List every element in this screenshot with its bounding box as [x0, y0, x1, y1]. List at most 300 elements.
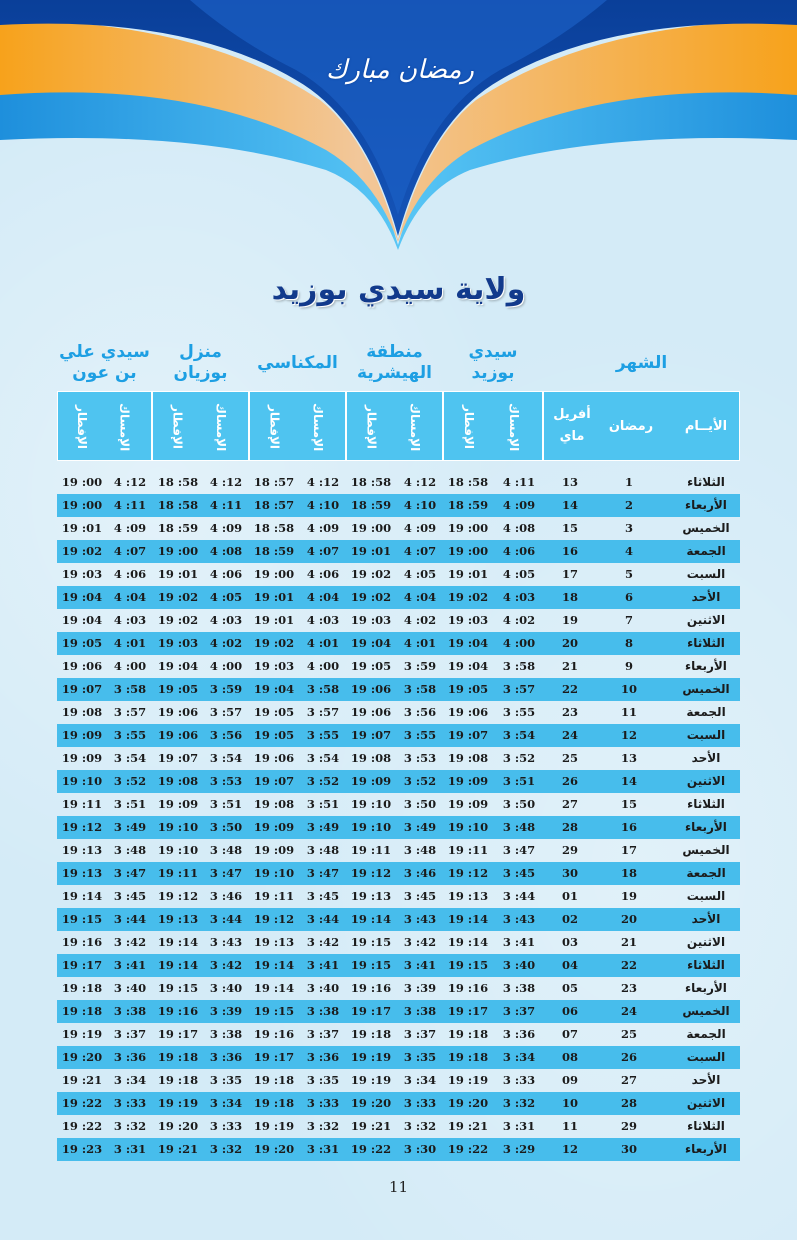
ramadan-day-cell: 11	[620, 705, 637, 719]
day-name-cell: الثلاثاء	[687, 797, 725, 811]
imsak-time-cell: 3 :42	[306, 935, 340, 949]
ramadan-day-cell: 15	[620, 797, 637, 811]
gregorian-day-cell: 24	[561, 728, 578, 742]
iftar-time-cell: 19 :17	[350, 1004, 392, 1018]
iftar-time-cell: 18 :57	[253, 475, 295, 489]
iftar-time-cell: 19 :15	[350, 935, 392, 949]
gregorian-day-cell: 28	[561, 820, 578, 834]
iftar-time-cell: 19 :18	[61, 1004, 103, 1018]
imsak-time-cell: 4 :06	[502, 544, 536, 558]
imsak-time-cell: 3 :49	[113, 820, 147, 834]
days-label: الأيــام	[684, 419, 728, 434]
iftar-time-cell: 18 :59	[447, 498, 489, 512]
imsak-time-cell: 3 :55	[403, 728, 437, 742]
imsak-time-cell: 3 :33	[502, 1073, 536, 1087]
iftar-time-cell: 19 :00	[61, 498, 103, 512]
iftar-time-cell: 19 :18	[157, 1073, 199, 1087]
iftar-time-cell: 19 :19	[253, 1119, 295, 1133]
iftar-time-cell: 19 :18	[61, 981, 103, 995]
iftar-time-cell: 19 :03	[61, 567, 103, 581]
iftar-time-cell: 19 :02	[157, 590, 199, 604]
imsak-time-cell: 3 :47	[306, 866, 340, 880]
imsak-time-cell: 3 :46	[209, 889, 243, 903]
iftar-time-cell: 19 :07	[350, 728, 392, 742]
imsak-time-cell: 4 :11	[209, 498, 243, 512]
imsak-time-cell: 4 :03	[502, 590, 536, 604]
ramadan-day-cell: 23	[620, 981, 637, 995]
ramadan-day-cell: 12	[620, 728, 637, 742]
iftar-time-cell: 19 :05	[157, 682, 199, 696]
imsak-time-cell: 3 :41	[403, 958, 437, 972]
imsak-time-cell: 3 :42	[403, 935, 437, 949]
day-name-cell: الجمعة	[686, 866, 726, 880]
imsak-label: الإمساك	[310, 402, 325, 452]
iftar-time-cell: 19 :10	[350, 820, 392, 834]
iftar-time-cell: 19 :08	[157, 774, 199, 788]
day-name-cell: الثلاثاء	[687, 636, 725, 650]
iftar-time-cell: 19 :09	[61, 728, 103, 742]
imsak-time-cell: 3 :51	[306, 797, 340, 811]
iftar-time-cell: 19 :04	[61, 590, 103, 604]
iftar-time-cell: 19 :11	[157, 866, 199, 880]
imsak-time-cell: 4 :04	[403, 590, 437, 604]
iftar-time-cell: 18 :58	[253, 521, 295, 535]
imsak-time-cell: 3 :45	[502, 866, 536, 880]
imsak-time-cell: 3 :38	[209, 1027, 243, 1041]
imsak-time-cell: 3 :36	[209, 1050, 243, 1064]
iftar-time-cell: 18 :58	[157, 475, 199, 489]
iftar-label: الإفطار	[74, 404, 89, 449]
iftar-time-cell: 19 :09	[253, 843, 295, 857]
iftar-time-cell: 18 :57	[253, 498, 295, 512]
iftar-time-cell: 19 :19	[447, 1073, 489, 1087]
imsak-time-cell: 4 :10	[403, 498, 437, 512]
ramadan-day-cell: 22	[620, 958, 637, 972]
imsak-time-cell: 3 :36	[113, 1050, 147, 1064]
day-name-cell: الجمعة	[686, 544, 726, 558]
iftar-time-cell: 19 :15	[61, 912, 103, 926]
imsak-time-cell: 3 :47	[113, 866, 147, 880]
iftar-time-cell: 19 :19	[61, 1027, 103, 1041]
iftar-time-cell: 19 :01	[157, 567, 199, 581]
gregorian-day-cell: 04	[561, 958, 578, 972]
iftar-time-cell: 19 :15	[447, 958, 489, 972]
iftar-time-cell: 19 :01	[447, 567, 489, 581]
location-header-box	[249, 391, 346, 461]
day-name-cell: السبت	[686, 1050, 726, 1064]
iftar-time-cell: 19 :21	[447, 1119, 489, 1133]
imsak-time-cell: 3 :38	[306, 1004, 340, 1018]
day-name-cell: الاثنين	[686, 935, 726, 949]
iftar-time-cell: 19 :17	[447, 1004, 489, 1018]
imsak-time-cell: 4 :05	[403, 567, 437, 581]
imsak-time-cell: 3 :35	[209, 1073, 243, 1087]
ramadan-day-cell: 30	[620, 1142, 637, 1156]
iftar-time-cell: 19 :13	[157, 912, 199, 926]
iftar-time-cell: 19 :08	[447, 751, 489, 765]
imsak-time-cell: 3 :33	[209, 1119, 243, 1133]
iftar-time-cell: 19 :02	[350, 567, 392, 581]
iftar-time-cell: 19 :11	[61, 797, 103, 811]
gregorian-day-cell: 06	[561, 1004, 578, 1018]
iftar-time-cell: 19 :14	[61, 889, 103, 903]
iftar-time-cell: 19 :00	[253, 567, 295, 581]
imsak-time-cell: 3 :49	[403, 820, 437, 834]
imsak-time-cell: 4 :05	[502, 567, 536, 581]
gregorian-day-cell: 21	[561, 659, 578, 673]
iftar-label: الإفطار	[267, 404, 282, 449]
gregorian-day-cell: 08	[561, 1050, 578, 1064]
location-heading-menzel-bouzaiane: منزل بوزيان	[173, 342, 228, 383]
imsak-time-cell: 3 :36	[306, 1050, 340, 1064]
imsak-time-cell: 4 :09	[113, 521, 147, 535]
iftar-time-cell: 19 :14	[350, 912, 392, 926]
location-header-box	[443, 391, 543, 461]
iftar-time-cell: 18 :59	[157, 521, 199, 535]
ramadan-day-cell: 1	[624, 475, 633, 489]
imsak-time-cell: 4 :03	[209, 613, 243, 627]
iftar-time-cell: 19 :18	[253, 1096, 295, 1110]
iftar-time-cell: 19 :18	[447, 1050, 489, 1064]
day-name-cell: الخميس	[682, 843, 730, 857]
imsak-time-cell: 3 :51	[113, 797, 147, 811]
iftar-time-cell: 19 :01	[350, 544, 392, 558]
iftar-time-cell: 19 :15	[253, 1004, 295, 1018]
location-heading-sidi-bouzid: سيدي بوزيد	[468, 342, 518, 383]
imsak-time-cell: 4 :09	[502, 498, 536, 512]
iftar-time-cell: 19 :08	[350, 751, 392, 765]
imsak-time-cell: 4 :12	[403, 475, 437, 489]
iftar-time-cell: 19 :17	[157, 1027, 199, 1041]
ramadan-day-cell: 2	[624, 498, 633, 512]
imsak-time-cell: 3 :54	[502, 728, 536, 742]
iftar-time-cell: 19 :04	[157, 659, 199, 673]
iftar-time-cell: 19 :06	[157, 728, 199, 742]
iftar-time-cell: 19 :09	[157, 797, 199, 811]
calligraphy-logo: رمضان مبارك	[326, 55, 474, 85]
iftar-time-cell: 19 :13	[350, 889, 392, 903]
imsak-time-cell: 4 :07	[306, 544, 340, 558]
imsak-time-cell: 4 :12	[209, 475, 243, 489]
iftar-time-cell: 19 :07	[157, 751, 199, 765]
iftar-time-cell: 19 :02	[447, 590, 489, 604]
ramadan-day-cell: 10	[620, 682, 637, 696]
imsak-time-cell: 3 :52	[306, 774, 340, 788]
iftar-time-cell: 19 :12	[350, 866, 392, 880]
imsak-time-cell: 4 :07	[403, 544, 437, 558]
ramadan-day-cell: 28	[620, 1096, 637, 1110]
ramadan-day-cell: 21	[620, 935, 637, 949]
ramadan-day-cell: 26	[620, 1050, 637, 1064]
imsak-time-cell: 4 :12	[306, 475, 340, 489]
imsak-time-cell: 3 :54	[113, 751, 147, 765]
iftar-time-cell: 19 :10	[61, 774, 103, 788]
gregorian-day-cell: 20	[561, 636, 578, 650]
iftar-time-cell: 19 :02	[253, 636, 295, 650]
ramadan-day-cell: 17	[620, 843, 637, 857]
gregorian-day-cell: 11	[561, 1119, 578, 1133]
iftar-time-cell: 19 :12	[157, 889, 199, 903]
imsak-time-cell: 4 :11	[113, 498, 147, 512]
gregorian-day-cell: 29	[561, 843, 578, 857]
iftar-time-cell: 19 :03	[447, 613, 489, 627]
imsak-time-cell: 4 :08	[209, 544, 243, 558]
day-name-cell: الاثنين	[686, 774, 726, 788]
imsak-time-cell: 3 :43	[403, 912, 437, 926]
location-header-box	[152, 391, 249, 461]
iftar-time-cell: 19 :14	[253, 958, 295, 972]
iftar-time-cell: 19 :18	[350, 1027, 392, 1041]
iftar-time-cell: 19 :12	[253, 912, 295, 926]
iftar-time-cell: 19 :12	[61, 820, 103, 834]
iftar-time-cell: 19 :02	[61, 544, 103, 558]
imsak-time-cell: 3 :40	[306, 981, 340, 995]
ramadan-day-cell: 16	[620, 820, 637, 834]
imsak-time-cell: 3 :31	[113, 1142, 147, 1156]
imsak-time-cell: 3 :39	[209, 1004, 243, 1018]
iftar-time-cell: 19 :14	[447, 935, 489, 949]
imsak-time-cell: 3 :34	[209, 1096, 243, 1110]
iftar-label: الإفطار	[170, 404, 185, 449]
iftar-time-cell: 19 :23	[61, 1142, 103, 1156]
iftar-time-cell: 19 :10	[350, 797, 392, 811]
iftar-time-cell: 19 :00	[157, 544, 199, 558]
imsak-time-cell: 3 :53	[403, 751, 437, 765]
imsak-time-cell: 3 :45	[306, 889, 340, 903]
ramadan-label: رمضان	[608, 419, 654, 434]
gregorian-day-cell: 01	[561, 889, 578, 903]
gregorian-day-cell: 23	[561, 705, 578, 719]
iftar-time-cell: 19 :11	[350, 843, 392, 857]
iftar-time-cell: 19 :19	[350, 1050, 392, 1064]
imsak-time-cell: 3 :47	[502, 843, 536, 857]
imsak-time-cell: 4 :00	[502, 636, 536, 650]
imsak-time-cell: 3 :46	[403, 866, 437, 880]
iftar-time-cell: 19 :11	[447, 843, 489, 857]
imsak-time-cell: 3 :58	[113, 682, 147, 696]
day-name-cell: الأربعاء	[685, 498, 727, 512]
imsak-time-cell: 4 :00	[306, 659, 340, 673]
imsak-time-cell: 3 :44	[502, 889, 536, 903]
day-name-cell: الخميس	[682, 521, 730, 535]
ramadan-day-cell: 7	[624, 613, 633, 627]
imsak-time-cell: 3 :35	[403, 1050, 437, 1064]
gregorian-day-cell: 27	[561, 797, 578, 811]
iftar-time-cell: 18 :58	[350, 475, 392, 489]
imsak-time-cell: 4 :06	[113, 567, 147, 581]
iftar-time-cell: 19 :01	[61, 521, 103, 535]
day-name-cell: الأحد	[691, 590, 721, 604]
month-header-box	[543, 391, 740, 461]
imsak-time-cell: 3 :41	[502, 935, 536, 949]
day-name-cell: الأحد	[691, 912, 721, 926]
iftar-time-cell: 19 :17	[253, 1050, 295, 1064]
imsak-time-cell: 3 :37	[113, 1027, 147, 1041]
imsak-time-cell: 3 :33	[113, 1096, 147, 1110]
imsak-time-cell: 3 :52	[403, 774, 437, 788]
iftar-time-cell: 19 :00	[350, 521, 392, 535]
iftar-time-cell: 19 :06	[61, 659, 103, 673]
gregorian-day-cell: 19	[561, 613, 578, 627]
imsak-time-cell: 3 :56	[209, 728, 243, 742]
imsak-time-cell: 4 :05	[209, 590, 243, 604]
gregorian-day-cell: 15	[561, 521, 578, 535]
ramadan-day-cell: 13	[620, 751, 637, 765]
imsak-time-cell: 3 :47	[209, 866, 243, 880]
imsak-time-cell: 3 :43	[209, 935, 243, 949]
gregorian-day-cell: 17	[561, 567, 578, 581]
day-name-cell: الجمعة	[686, 1027, 726, 1041]
day-name-cell: الخميس	[682, 1004, 730, 1018]
imsak-time-cell: 3 :30	[403, 1142, 437, 1156]
iftar-time-cell: 19 :04	[447, 659, 489, 673]
imsak-time-cell: 3 :44	[306, 912, 340, 926]
imsak-time-cell: 3 :43	[502, 912, 536, 926]
day-name-cell: الثلاثاء	[687, 958, 725, 972]
ramadan-day-cell: 24	[620, 1004, 637, 1018]
imsak-time-cell: 3 :53	[209, 774, 243, 788]
page-number: 11	[388, 1178, 409, 1196]
day-name-cell: السبت	[686, 728, 726, 742]
imsak-time-cell: 3 :34	[113, 1073, 147, 1087]
iftar-label: الإفطار	[462, 404, 476, 449]
iftar-time-cell: 19 :18	[157, 1050, 199, 1064]
iftar-time-cell: 18 :58	[157, 498, 199, 512]
iftar-time-cell: 19 :11	[253, 889, 295, 903]
iftar-time-cell: 19 :09	[447, 797, 489, 811]
imsak-time-cell: 3 :58	[502, 659, 536, 673]
imsak-time-cell: 3 :51	[209, 797, 243, 811]
iftar-time-cell: 19 :13	[447, 889, 489, 903]
iftar-time-cell: 19 :21	[350, 1119, 392, 1133]
iftar-time-cell: 19 :16	[61, 935, 103, 949]
imsak-time-cell: 3 :36	[502, 1027, 536, 1041]
imsak-label: الإمساك	[407, 402, 422, 452]
iftar-time-cell: 19 :09	[350, 774, 392, 788]
imsak-time-cell: 4 :01	[306, 636, 340, 650]
iftar-time-cell: 19 :06	[157, 705, 199, 719]
imsak-time-cell: 3 :42	[209, 958, 243, 972]
gregorian-day-cell: 09	[561, 1073, 578, 1087]
iftar-time-cell: 19 :00	[447, 521, 489, 535]
imsak-time-cell: 3 :42	[113, 935, 147, 949]
day-name-cell: الجمعة	[686, 705, 726, 719]
imsak-time-cell: 3 :56	[403, 705, 437, 719]
gregorian-day-cell: 14	[561, 498, 578, 512]
imsak-time-cell: 3 :40	[209, 981, 243, 995]
imsak-time-cell: 3 :38	[502, 981, 536, 995]
imsak-time-cell: 3 :38	[113, 1004, 147, 1018]
imsak-time-cell: 3 :50	[209, 820, 243, 834]
imsak-label: الإمساك	[507, 402, 521, 452]
day-name-cell: الثلاثاء	[687, 475, 725, 489]
iftar-time-cell: 19 :00	[61, 475, 103, 489]
location-header-box	[57, 391, 152, 461]
imsak-time-cell: 3 :51	[502, 774, 536, 788]
imsak-time-cell: 4 :09	[403, 521, 437, 535]
imsak-time-cell: 3 :35	[306, 1073, 340, 1087]
iftar-time-cell: 19 :02	[350, 590, 392, 604]
ramadan-day-cell: 5	[624, 567, 633, 581]
iftar-time-cell: 19 :19	[350, 1073, 392, 1087]
imsak-time-cell: 3 :37	[306, 1027, 340, 1041]
iftar-time-cell: 19 :07	[447, 728, 489, 742]
iftar-time-cell: 19 :14	[157, 935, 199, 949]
iftar-time-cell: 19 :20	[447, 1096, 489, 1110]
iftar-time-cell: 19 :22	[61, 1119, 103, 1133]
iftar-time-cell: 19 :02	[157, 613, 199, 627]
iftar-time-cell: 19 :05	[253, 728, 295, 742]
iftar-time-cell: 19 :06	[350, 682, 392, 696]
iftar-time-cell: 19 :14	[447, 912, 489, 926]
imsak-label: الإمساك	[117, 402, 132, 452]
iftar-time-cell: 19 :05	[350, 659, 392, 673]
day-name-cell: الاثنين	[686, 613, 726, 627]
gregorian-day-cell: 30	[561, 866, 578, 880]
imsak-time-cell: 4 :09	[209, 521, 243, 535]
imsak-time-cell: 4 :02	[209, 636, 243, 650]
ramadan-day-cell: 29	[620, 1119, 637, 1133]
iftar-time-cell: 19 :03	[157, 636, 199, 650]
imsak-time-cell: 3 :55	[113, 728, 147, 742]
imsak-time-cell: 4 :02	[403, 613, 437, 627]
iftar-time-cell: 18 :59	[253, 544, 295, 558]
imsak-time-cell: 3 :49	[306, 820, 340, 834]
imsak-time-cell: 3 :48	[209, 843, 243, 857]
imsak-time-cell: 4 :03	[113, 613, 147, 627]
iftar-time-cell: 19 :16	[253, 1027, 295, 1041]
iftar-time-cell: 19 :20	[157, 1119, 199, 1133]
iftar-time-cell: 19 :13	[253, 935, 295, 949]
imsak-time-cell: 4 :12	[113, 475, 147, 489]
month-heading: الشهر	[615, 352, 668, 373]
ramadan-day-cell: 9	[624, 659, 633, 673]
ramadan-banner	[0, 0, 797, 250]
iftar-time-cell: 19 :20	[61, 1050, 103, 1064]
imsak-time-cell: 3 :50	[403, 797, 437, 811]
iftar-label: الإفطار	[364, 404, 379, 449]
gregorian-day-cell: 05	[561, 981, 578, 995]
imsak-time-cell: 3 :57	[502, 682, 536, 696]
location-header-box	[346, 391, 443, 461]
iftar-time-cell: 19 :12	[447, 866, 489, 880]
imsak-time-cell: 3 :44	[209, 912, 243, 926]
imsak-time-cell: 3 :50	[502, 797, 536, 811]
imsak-time-cell: 4 :07	[113, 544, 147, 558]
gregorian-day-cell: 22	[561, 682, 578, 696]
imsak-time-cell: 3 :55	[502, 705, 536, 719]
page-title: ولاية سيدي بوزيد	[271, 272, 526, 307]
imsak-time-cell: 4 :01	[113, 636, 147, 650]
imsak-time-cell: 3 :58	[306, 682, 340, 696]
iftar-time-cell: 19 :14	[157, 958, 199, 972]
ramadan-day-cell: 27	[620, 1073, 637, 1087]
iftar-time-cell: 19 :01	[253, 613, 295, 627]
imsak-time-cell: 3 :34	[403, 1073, 437, 1087]
imsak-time-cell: 4 :09	[306, 521, 340, 535]
location-heading-hichria: منطقة الهيشرية	[357, 342, 432, 383]
ramadan-day-cell: 14	[620, 774, 637, 788]
day-name-cell: الأربعاء	[685, 659, 727, 673]
imsak-time-cell: 3 :57	[113, 705, 147, 719]
iftar-time-cell: 19 :06	[253, 751, 295, 765]
day-name-cell: السبت	[686, 889, 726, 903]
iftar-time-cell: 19 :13	[61, 843, 103, 857]
imsak-time-cell: 4 :04	[113, 590, 147, 604]
iftar-time-cell: 19 :01	[253, 590, 295, 604]
day-name-cell: السبت	[686, 567, 726, 581]
imsak-time-cell: 3 :54	[209, 751, 243, 765]
